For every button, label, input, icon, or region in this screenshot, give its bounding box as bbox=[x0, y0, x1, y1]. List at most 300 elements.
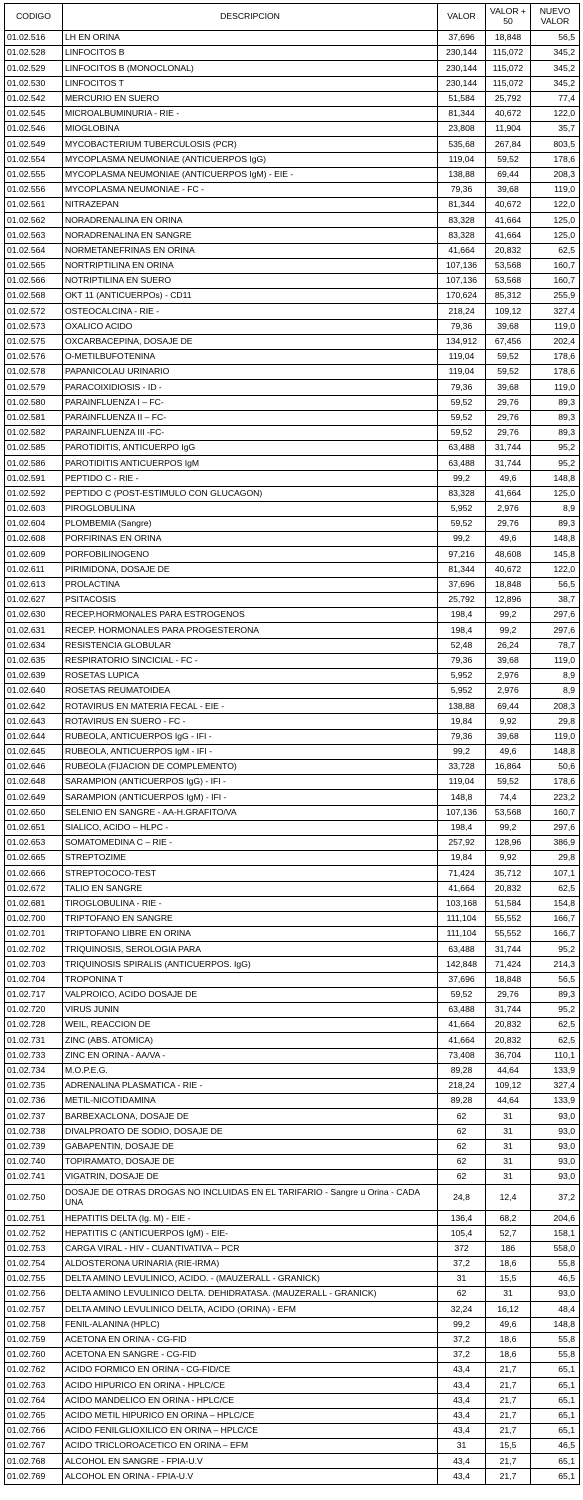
cell-description: DELTA AMINO LEVULINICO DELTA, ACIDO (ORINA) - EFM bbox=[63, 1302, 438, 1317]
cell-nuevo-valor: 29,8 bbox=[531, 851, 580, 866]
cell-code: 01.02.737 bbox=[5, 1109, 63, 1124]
cell-valor: 59,52 bbox=[438, 987, 486, 1002]
cell-code: 01.02.738 bbox=[5, 1124, 63, 1139]
cell-description: NORMETANEFRINAS EN ORINA bbox=[63, 243, 438, 258]
cell-valor: 62 bbox=[438, 1124, 486, 1139]
cell-code: 01.02.762 bbox=[5, 1363, 63, 1378]
cell-valor-plus-50: 39,68 bbox=[486, 182, 531, 197]
cell-valor: 372 bbox=[438, 1241, 486, 1256]
cell-valor: 107,136 bbox=[438, 258, 486, 273]
cell-description: ZINC (ABS. ATOMICA) bbox=[63, 1033, 438, 1048]
table-row bbox=[5, 775, 580, 790]
cell-nuevo-valor: 89,3 bbox=[531, 395, 580, 410]
cell-nuevo-valor: 110,1 bbox=[531, 1048, 580, 1063]
cell-description: TIROGLOBULINA - RIE - bbox=[63, 896, 438, 911]
cell-code: 01.02.735 bbox=[5, 1078, 63, 1093]
table-row bbox=[5, 137, 580, 152]
cell-valor: 119,04 bbox=[438, 349, 486, 364]
cell-description: ACETONA EN SANGRE - CG-FID bbox=[63, 1347, 438, 1362]
cell-valor: 52,48 bbox=[438, 638, 486, 653]
cell-description: RUBEOLA (FIJACION DE COMPLEMENTO) bbox=[63, 760, 438, 775]
cell-description: BARBEXACLONA, DOSAJE DE bbox=[63, 1109, 438, 1124]
table-row bbox=[5, 1347, 580, 1362]
cell-valor-plus-50: 12,896 bbox=[486, 592, 531, 607]
cell-valor: 198,4 bbox=[438, 820, 486, 835]
cell-nuevo-valor: 160,7 bbox=[531, 258, 580, 273]
cell-nuevo-valor: 327,4 bbox=[531, 304, 580, 319]
table-row bbox=[5, 1170, 580, 1185]
cell-nuevo-valor: 119,0 bbox=[531, 380, 580, 395]
cell-nuevo-valor: 46,5 bbox=[531, 1439, 580, 1454]
cell-valor: 62 bbox=[438, 1170, 486, 1185]
cell-description: ACIDO FENILGLIOXILICO EN ORINA – HPLC/CE bbox=[63, 1423, 438, 1438]
cell-valor: 89,28 bbox=[438, 1094, 486, 1109]
cell-nuevo-valor: 148,8 bbox=[531, 744, 580, 759]
table-row bbox=[5, 471, 580, 486]
cell-nuevo-valor: 78,7 bbox=[531, 638, 580, 653]
cell-description: NORADRENALINA EN ORINA bbox=[63, 213, 438, 228]
cell-valor: 81,344 bbox=[438, 106, 486, 121]
cell-description: DELTA AMINO LEVULINICO, ACIDO. - (MAUZERALL - GRANICK) bbox=[63, 1272, 438, 1287]
cell-valor: 51,584 bbox=[438, 91, 486, 106]
cell-nuevo-valor: 122,0 bbox=[531, 562, 580, 577]
cell-description: PIROGLOBULINA bbox=[63, 501, 438, 516]
cell-valor-plus-50: 31 bbox=[486, 1154, 531, 1169]
cell-valor: 138,88 bbox=[438, 167, 486, 182]
cell-code: 01.02.592 bbox=[5, 486, 63, 501]
table-row bbox=[5, 122, 580, 137]
cell-valor: 43,4 bbox=[438, 1454, 486, 1469]
cell-nuevo-valor: 95,2 bbox=[531, 1003, 580, 1018]
cell-description: NORADRENALINA EN SANGRE bbox=[63, 228, 438, 243]
cell-valor: 43,4 bbox=[438, 1378, 486, 1393]
cell-valor-plus-50: 29,76 bbox=[486, 395, 531, 410]
cell-nuevo-valor: 345,2 bbox=[531, 46, 580, 61]
cell-description: RECEP. HORMONALES PARA PROGESTERONA bbox=[63, 623, 438, 638]
cell-nuevo-valor: 297,6 bbox=[531, 623, 580, 638]
cell-description: ACIDO FORMICO EN ORINA - CG-FID/CE bbox=[63, 1363, 438, 1378]
cell-code: 01.02.666 bbox=[5, 866, 63, 881]
table-row bbox=[5, 851, 580, 866]
cell-code: 01.02.582 bbox=[5, 425, 63, 440]
cell-valor: 37,2 bbox=[438, 1347, 486, 1362]
cell-code: 01.02.576 bbox=[5, 349, 63, 364]
cell-valor-plus-50: 20,832 bbox=[486, 243, 531, 258]
cell-description: OXCARBACEPINA, DOSAJE DE bbox=[63, 334, 438, 349]
table-row bbox=[5, 425, 580, 440]
cell-code: 01.02.586 bbox=[5, 456, 63, 471]
price-table-document bbox=[4, 3, 579, 1485]
cell-code: 01.02.767 bbox=[5, 1439, 63, 1454]
cell-nuevo-valor: 95,2 bbox=[531, 441, 580, 456]
cell-code: 01.02.757 bbox=[5, 1302, 63, 1317]
cell-description: ADRENALINA PLASMATICA - RIE - bbox=[63, 1078, 438, 1093]
cell-description: PAROTIDITIS ANTICUERPOS IgM bbox=[63, 456, 438, 471]
cell-nuevo-valor: 345,2 bbox=[531, 76, 580, 91]
table-row bbox=[5, 304, 580, 319]
cell-code: 01.02.530 bbox=[5, 76, 63, 91]
cell-valor: 43,4 bbox=[438, 1363, 486, 1378]
cell-code: 01.02.703 bbox=[5, 957, 63, 972]
cell-code: 01.02.556 bbox=[5, 182, 63, 197]
cell-valor-plus-50: 20,832 bbox=[486, 881, 531, 896]
cell-description: NOTRIPTILINA EN SUERO bbox=[63, 274, 438, 289]
header-valor: VALOR bbox=[438, 4, 486, 31]
cell-description: LH EN ORINA bbox=[63, 31, 438, 46]
cell-code: 01.02.573 bbox=[5, 319, 63, 334]
cell-valor: 59,52 bbox=[438, 395, 486, 410]
cell-code: 01.02.756 bbox=[5, 1287, 63, 1302]
cell-code: 01.02.528 bbox=[5, 46, 63, 61]
cell-valor-plus-50: 18,848 bbox=[486, 972, 531, 987]
cell-valor-plus-50: 41,664 bbox=[486, 213, 531, 228]
cell-description: MYCOPLASMA NEUMONIAE (ANTICUERPOS IgM) - EIE - bbox=[63, 167, 438, 182]
cell-nuevo-valor: 65,1 bbox=[531, 1408, 580, 1423]
cell-valor-plus-50: 9,92 bbox=[486, 714, 531, 729]
cell-nuevo-valor: 89,3 bbox=[531, 987, 580, 1002]
cell-description: TALIO EN SANGRE bbox=[63, 881, 438, 896]
cell-description: RECEP.HORMONALES PARA ESTROGENOS bbox=[63, 608, 438, 623]
cell-description: ALCOHOL EN ORINA - FPIA-U.V bbox=[63, 1469, 438, 1484]
table-row bbox=[5, 395, 580, 410]
cell-valor: 25,792 bbox=[438, 592, 486, 607]
cell-valor-plus-50: 31,744 bbox=[486, 1003, 531, 1018]
cell-valor-plus-50: 29,76 bbox=[486, 410, 531, 425]
cell-nuevo-valor: 208,3 bbox=[531, 699, 580, 714]
cell-nuevo-valor: 166,7 bbox=[531, 911, 580, 926]
cell-valor: 257,92 bbox=[438, 835, 486, 850]
cell-description: OXALICO ACIDO bbox=[63, 319, 438, 334]
table-row bbox=[5, 1078, 580, 1093]
cell-code: 01.02.581 bbox=[5, 410, 63, 425]
table-row bbox=[5, 1408, 580, 1423]
table-row bbox=[5, 957, 580, 972]
cell-description: ZINC EN ORINA - AA/VA - bbox=[63, 1048, 438, 1063]
cell-code: 01.02.631 bbox=[5, 623, 63, 638]
cell-nuevo-valor: 89,3 bbox=[531, 410, 580, 425]
table-row bbox=[5, 1469, 580, 1484]
cell-description: PLOMBEMIA (Sangre) bbox=[63, 517, 438, 532]
cell-valor-plus-50: 12,4 bbox=[486, 1185, 531, 1211]
cell-valor-plus-50: 99,2 bbox=[486, 623, 531, 638]
cell-valor-plus-50: 29,76 bbox=[486, 425, 531, 440]
table-row bbox=[5, 562, 580, 577]
cell-valor: 59,52 bbox=[438, 410, 486, 425]
table-row bbox=[5, 1018, 580, 1033]
cell-code: 01.02.545 bbox=[5, 106, 63, 121]
table-row bbox=[5, 668, 580, 683]
cell-description: ACIDO HIPURICO EN ORINA - HPLC/CE bbox=[63, 1378, 438, 1393]
cell-valor: 19,84 bbox=[438, 851, 486, 866]
cell-nuevo-valor: 8,9 bbox=[531, 668, 580, 683]
cell-description: ROTAVIRUS EN SUERO - FC - bbox=[63, 714, 438, 729]
cell-code: 01.02.665 bbox=[5, 851, 63, 866]
table-row bbox=[5, 167, 580, 182]
table-row bbox=[5, 638, 580, 653]
cell-nuevo-valor: 93,0 bbox=[531, 1139, 580, 1154]
cell-code: 01.02.651 bbox=[5, 820, 63, 835]
cell-nuevo-valor: 160,7 bbox=[531, 274, 580, 289]
cell-valor: 73,408 bbox=[438, 1048, 486, 1063]
cell-valor: 37,2 bbox=[438, 1256, 486, 1271]
cell-nuevo-valor: 125,0 bbox=[531, 213, 580, 228]
cell-description: SARAMPION (ANTICUERPOS IgM) - IFI - bbox=[63, 790, 438, 805]
cell-description: PSITACOSIS bbox=[63, 592, 438, 607]
cell-valor: 41,664 bbox=[438, 1018, 486, 1033]
cell-nuevo-valor: 327,4 bbox=[531, 1078, 580, 1093]
cell-description: PARAINFLUENZA I – FC- bbox=[63, 395, 438, 410]
table-row bbox=[5, 1378, 580, 1393]
cell-valor: 230,144 bbox=[438, 46, 486, 61]
cell-valor: 43,4 bbox=[438, 1408, 486, 1423]
cell-nuevo-valor: 46,5 bbox=[531, 1272, 580, 1287]
cell-valor-plus-50: 21,7 bbox=[486, 1378, 531, 1393]
cell-description: ROTAVIRUS EN MATERIA FECAL - EIE - bbox=[63, 699, 438, 714]
cell-code: 01.02.701 bbox=[5, 927, 63, 942]
cell-valor-plus-50: 21,7 bbox=[486, 1363, 531, 1378]
header-code: CODIGO bbox=[5, 4, 63, 31]
cell-nuevo-valor: 202,4 bbox=[531, 334, 580, 349]
cell-valor-plus-50: 20,832 bbox=[486, 1018, 531, 1033]
cell-valor: 89,28 bbox=[438, 1063, 486, 1078]
cell-valor: 198,4 bbox=[438, 623, 486, 638]
cell-valor-plus-50: 99,2 bbox=[486, 608, 531, 623]
cell-code: 01.02.739 bbox=[5, 1139, 63, 1154]
cell-description: PEPTIDO C - RIE - bbox=[63, 471, 438, 486]
table-row bbox=[5, 152, 580, 167]
cell-description: PEPTIDO C (POST-ESTIMULO CON GLUCAGON) bbox=[63, 486, 438, 501]
cell-code: 01.02.765 bbox=[5, 1408, 63, 1423]
cell-valor-plus-50: 49,6 bbox=[486, 471, 531, 486]
cell-valor: 81,344 bbox=[438, 198, 486, 213]
cell-valor-plus-50: 31,744 bbox=[486, 942, 531, 957]
table-body bbox=[5, 31, 580, 1485]
cell-code: 01.02.645 bbox=[5, 744, 63, 759]
cell-valor: 170,624 bbox=[438, 289, 486, 304]
table-row bbox=[5, 1256, 580, 1271]
cell-nuevo-valor: 65,1 bbox=[531, 1393, 580, 1408]
cell-code: 01.02.755 bbox=[5, 1272, 63, 1287]
cell-valor-plus-50: 15,5 bbox=[486, 1439, 531, 1454]
cell-valor-plus-50: 53,568 bbox=[486, 805, 531, 820]
cell-code: 01.02.565 bbox=[5, 258, 63, 273]
cell-code: 01.02.639 bbox=[5, 668, 63, 683]
table-row bbox=[5, 653, 580, 668]
cell-valor: 230,144 bbox=[438, 61, 486, 76]
cell-valor: 148,8 bbox=[438, 790, 486, 805]
cell-valor-plus-50: 115,072 bbox=[486, 61, 531, 76]
table-row bbox=[5, 942, 580, 957]
cell-valor: 41,664 bbox=[438, 243, 486, 258]
table-row bbox=[5, 1241, 580, 1256]
cell-description: TRIQUINOSIS SPIRALIS (ANTICUERPOS. IgG) bbox=[63, 957, 438, 972]
cell-nuevo-valor: 204,6 bbox=[531, 1211, 580, 1226]
cell-nuevo-valor: 56,5 bbox=[531, 31, 580, 46]
cell-valor: 142,848 bbox=[438, 957, 486, 972]
table-row bbox=[5, 1423, 580, 1438]
header-row bbox=[5, 4, 580, 31]
price-table bbox=[4, 3, 580, 1485]
cell-nuevo-valor: 178,6 bbox=[531, 775, 580, 790]
cell-description: MERCURIO EN SUERO bbox=[63, 91, 438, 106]
cell-code: 01.02.529 bbox=[5, 61, 63, 76]
cell-valor: 119,04 bbox=[438, 152, 486, 167]
cell-nuevo-valor: 55,8 bbox=[531, 1332, 580, 1347]
cell-code: 01.02.769 bbox=[5, 1469, 63, 1484]
cell-description: VIGATRIN, DOSAJE DE bbox=[63, 1170, 438, 1185]
cell-valor-plus-50: 18,6 bbox=[486, 1347, 531, 1362]
cell-nuevo-valor: 29,8 bbox=[531, 714, 580, 729]
cell-nuevo-valor: 178,6 bbox=[531, 349, 580, 364]
table-row bbox=[5, 1454, 580, 1469]
cell-code: 01.02.646 bbox=[5, 760, 63, 775]
cell-description: RESPIRATORIO SINCICIAL - FC - bbox=[63, 653, 438, 668]
cell-valor-plus-50: 11,904 bbox=[486, 122, 531, 137]
cell-nuevo-valor: 93,0 bbox=[531, 1124, 580, 1139]
cell-description: ACIDO TRICLOROACETICO EN ORINA – EFM bbox=[63, 1439, 438, 1454]
table-row bbox=[5, 699, 580, 714]
cell-nuevo-valor: 65,1 bbox=[531, 1469, 580, 1484]
cell-nuevo-valor: 93,0 bbox=[531, 1109, 580, 1124]
cell-code: 01.02.604 bbox=[5, 517, 63, 532]
cell-nuevo-valor: 56,5 bbox=[531, 972, 580, 987]
cell-valor: 535,68 bbox=[438, 137, 486, 152]
cell-nuevo-valor: 8,9 bbox=[531, 501, 580, 516]
table-row bbox=[5, 1211, 580, 1226]
cell-description: TOPIRAMATO, DOSAJE DE bbox=[63, 1154, 438, 1169]
cell-code: 01.02.717 bbox=[5, 987, 63, 1002]
cell-description: GABAPENTIN, DOSAJE DE bbox=[63, 1139, 438, 1154]
table-row bbox=[5, 1003, 580, 1018]
cell-nuevo-valor: 93,0 bbox=[531, 1154, 580, 1169]
cell-code: 01.02.613 bbox=[5, 577, 63, 592]
cell-description: HEPATITIS DELTA (Ig. M) - EIE - bbox=[63, 1211, 438, 1226]
table-row bbox=[5, 1439, 580, 1454]
table-row bbox=[5, 1302, 580, 1317]
cell-code: 01.02.653 bbox=[5, 835, 63, 850]
cell-valor: 111,104 bbox=[438, 911, 486, 926]
cell-valor: 134,912 bbox=[438, 334, 486, 349]
cell-code: 01.02.642 bbox=[5, 699, 63, 714]
cell-description: PAROTIDITIS, ANTICUERPO IgG bbox=[63, 441, 438, 456]
cell-code: 01.02.752 bbox=[5, 1226, 63, 1241]
cell-nuevo-valor: 178,6 bbox=[531, 365, 580, 380]
cell-nuevo-valor: 35,7 bbox=[531, 122, 580, 137]
table-row bbox=[5, 1393, 580, 1408]
cell-code: 01.02.640 bbox=[5, 684, 63, 699]
cell-nuevo-valor: 803,5 bbox=[531, 137, 580, 152]
cell-valor-plus-50: 39,68 bbox=[486, 319, 531, 334]
cell-nuevo-valor: 107,1 bbox=[531, 866, 580, 881]
cell-code: 01.02.766 bbox=[5, 1423, 63, 1438]
cell-valor-plus-50: 52,7 bbox=[486, 1226, 531, 1241]
cell-nuevo-valor: 89,3 bbox=[531, 517, 580, 532]
cell-valor: 218,24 bbox=[438, 1078, 486, 1093]
cell-code: 01.02.572 bbox=[5, 304, 63, 319]
table-row bbox=[5, 410, 580, 425]
table-row bbox=[5, 1124, 580, 1139]
cell-description: O-METILBUFOTENINA bbox=[63, 349, 438, 364]
cell-code: 01.02.555 bbox=[5, 167, 63, 182]
table-row bbox=[5, 91, 580, 106]
cell-nuevo-valor: 122,0 bbox=[531, 198, 580, 213]
cell-code: 01.02.585 bbox=[5, 441, 63, 456]
table-row bbox=[5, 198, 580, 213]
cell-code: 01.02.554 bbox=[5, 152, 63, 167]
cell-code: 01.02.736 bbox=[5, 1094, 63, 1109]
cell-valor-plus-50: 31,744 bbox=[486, 441, 531, 456]
cell-nuevo-valor: 119,0 bbox=[531, 182, 580, 197]
cell-description: OSTEOCALCINA - RIE - bbox=[63, 304, 438, 319]
cell-valor: 111,104 bbox=[438, 927, 486, 942]
cell-valor: 105,4 bbox=[438, 1226, 486, 1241]
cell-description: WEIL, REACCION DE bbox=[63, 1018, 438, 1033]
cell-nuevo-valor: 62,5 bbox=[531, 1033, 580, 1048]
cell-description: PARACOIXIDIOSIS - ID - bbox=[63, 380, 438, 395]
cell-valor-plus-50: 48,608 bbox=[486, 547, 531, 562]
table-row bbox=[5, 31, 580, 46]
table-row bbox=[5, 1185, 580, 1211]
cell-valor: 5,952 bbox=[438, 684, 486, 699]
cell-nuevo-valor: 37,2 bbox=[531, 1185, 580, 1211]
cell-code: 01.02.760 bbox=[5, 1347, 63, 1362]
cell-nuevo-valor: 48,4 bbox=[531, 1302, 580, 1317]
cell-valor: 59,52 bbox=[438, 517, 486, 532]
cell-valor-plus-50: 40,672 bbox=[486, 198, 531, 213]
cell-valor-plus-50: 41,664 bbox=[486, 486, 531, 501]
cell-description: PROLACTINA bbox=[63, 577, 438, 592]
cell-description: PAPANICOLAU URINARIO bbox=[63, 365, 438, 380]
cell-nuevo-valor: 55,8 bbox=[531, 1256, 580, 1271]
cell-valor-plus-50: 53,568 bbox=[486, 274, 531, 289]
cell-valor: 81,344 bbox=[438, 562, 486, 577]
table-row bbox=[5, 289, 580, 304]
table-row bbox=[5, 243, 580, 258]
cell-valor: 99,2 bbox=[438, 1317, 486, 1332]
cell-valor-plus-50: 67,456 bbox=[486, 334, 531, 349]
cell-nuevo-valor: 208,3 bbox=[531, 167, 580, 182]
cell-valor-plus-50: 39,68 bbox=[486, 653, 531, 668]
cell-code: 01.02.704 bbox=[5, 972, 63, 987]
table-row bbox=[5, 1048, 580, 1063]
table-row bbox=[5, 456, 580, 471]
cell-code: 01.02.750 bbox=[5, 1185, 63, 1211]
table-row bbox=[5, 592, 580, 607]
cell-valor-plus-50: 74,4 bbox=[486, 790, 531, 805]
cell-nuevo-valor: 77,4 bbox=[531, 91, 580, 106]
cell-valor: 138,88 bbox=[438, 699, 486, 714]
cell-description: MIOGLOBINA bbox=[63, 122, 438, 137]
cell-valor: 99,2 bbox=[438, 532, 486, 547]
cell-code: 01.02.700 bbox=[5, 911, 63, 926]
cell-valor: 218,24 bbox=[438, 304, 486, 319]
table-row bbox=[5, 76, 580, 91]
cell-description: NITRAZEPAN bbox=[63, 198, 438, 213]
cell-valor: 5,952 bbox=[438, 668, 486, 683]
cell-code: 01.02.568 bbox=[5, 289, 63, 304]
cell-valor-plus-50: 16,12 bbox=[486, 1302, 531, 1317]
cell-valor: 37,696 bbox=[438, 31, 486, 46]
table-row bbox=[5, 106, 580, 121]
cell-valor-plus-50: 59,52 bbox=[486, 365, 531, 380]
cell-valor: 119,04 bbox=[438, 365, 486, 380]
cell-valor: 198,4 bbox=[438, 608, 486, 623]
cell-description: ALDOSTERONA URINARIA (RIE-IRMA) bbox=[63, 1256, 438, 1271]
table-row bbox=[5, 274, 580, 289]
cell-valor-plus-50: 36,704 bbox=[486, 1048, 531, 1063]
cell-code: 01.02.580 bbox=[5, 395, 63, 410]
cell-description: PARAINFLUENZA II – FC- bbox=[63, 410, 438, 425]
